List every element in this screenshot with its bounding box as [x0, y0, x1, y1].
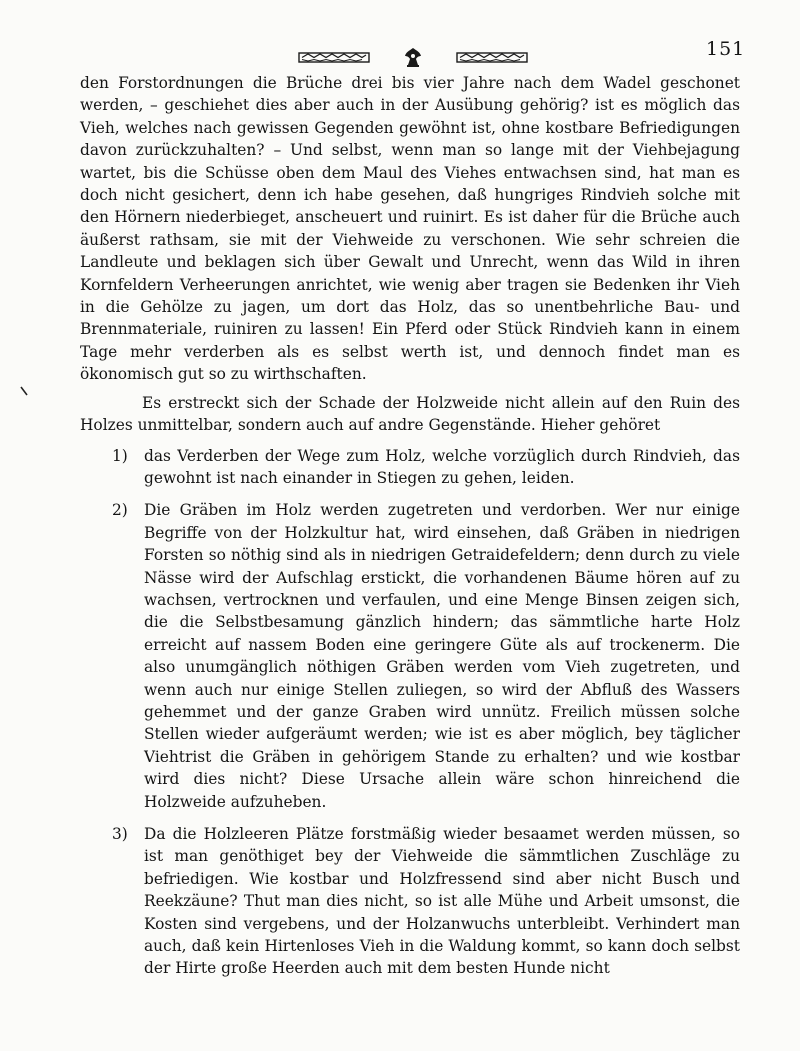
page-number: 151 [706, 38, 746, 60]
page-body [80, 72, 740, 980]
paragraph-continued: den Forstordnungen die Brüche drei bis vier Jahre nach dem Wadel geschonet werden, – geschiehet dies aber auch in der Ausübung gehörig? ist es möglich das Vieh, welches nach gewissen Gegenden gewöhnt ist, ohne kostbare Befriedigungen davon zurückzuhalten? – Und selbst, wenn man so lange mit der Viehbejagung wartet, bis die Schüsse oben dem Maul des Viehes entwachsen sind, hat man es doch nicht gesichert, denn ich habe gesehen, daß hungriges Rindvieh solche mit den Hörnern niederbieget, anscheuert und ruinirt. Es ist daher für die Brüche auch äußerst rathsam, sie mit der Viehweide zu verschonen. Wie sehr schreien die Landleute und beklagen sich über Gewalt und Unrecht, wenn das Wild in ihren Kornfeldern Verheerungen anrichtet, wie wenig aber tragen sie Bedenken ihr Vieh in die Gehölze zu jagen, um dort das Holz, das so unentbehrliche Bau- und Brennmateriale, ruiniren zu lassen! Ein Pferd oder Stück Rindvieh kann in einem Tage mehr verderben als es selbst werth ist, und dennoch findet man es ökonomisch gut so zu wirthschaften. [80, 74, 740, 384]
decorative-band-right [456, 51, 528, 64]
stray-ink-mark [20, 386, 28, 396]
list-text: Da die Holzleeren Plätze forstmäßig wieder besaamet werden müssen, so ist man genöthiget bey der Viehweide die sämmtlichen Zuschläge zu befriedigen. Wie kostbar und Holzfressend sind aber nicht Busch und Reekzäune? Thut man dies nicht, so ist alle Mühe und Arbeit umsonst, die Kosten sind vergebens, und der Holzanwuchs unterbleibt. Verhindert man auch, daß kein Hirtenloses Vieh in die Waldung kommt, so kann doch selbst der Hirte große Heerden auch mit dem besten Hunde nicht [144, 825, 740, 978]
decorative-band-left [298, 51, 370, 64]
header-ornament [298, 46, 528, 68]
list-text: das Verderben der Wege zum Holz, welche vorzüglich durch Rindvieh, das gewohnt ist nach einander in Stiegen zu gehen, leiden. [144, 446, 740, 487]
fleuron-icon [402, 46, 424, 68]
list-item-1 [80, 445, 740, 490]
list-number: 1) [112, 446, 128, 465]
list-number: 3) [112, 825, 128, 843]
list-item-2 [80, 499, 740, 813]
paragraph-holzweide-damage: Es erstreckt sich der Schade der Holzweide nicht allein auf den Ruin des Holzes unmittelbar, sondern auch auf andre Gegenstände. Hieher gehöret [80, 393, 740, 435]
list-text: Die Gräben im Holz werden zugetreten und verdorben. Wer nur einige Begriffe von der Holzkultur hat, wird einsehen, daß Gräben in niedrigen Forsten so nöthig sind als in niedrigen Getraidefeldern; denn durch zu viele Nässe wird der Aufschlag erstickt, die vorhandenen Bäume hören auf zu wachsen, vertrocknen und verfaulen, und eine Menge Binsen zeigen sich, die die Selbstbesamung gänzlich hindern; das sämmtliche harte Holz erreicht auf nassem Boden eine geringere Güte als auf trockenerm. Die also unumgänglich nöthigen Gräben werden vom Vieh zugetreten, und wenn auch nur einige Stellen zuliegen, so wird der Abfluß des Wassers gehemmet und der ganze Graben wird unnütz. Freilich müssen solche Stellen wieder aufgeräumt werden; wie ist es aber möglich, bey täglicher Viehtrist die Gräben in gehörigem Stande zu erhalten? und wie kostbar wird dies nicht? Diese Ursache allein wäre schon hinreichend die Holzweide aufzuheben. [144, 501, 740, 811]
list-number: 2) [112, 501, 128, 520]
list-item-3 [80, 823, 740, 980]
